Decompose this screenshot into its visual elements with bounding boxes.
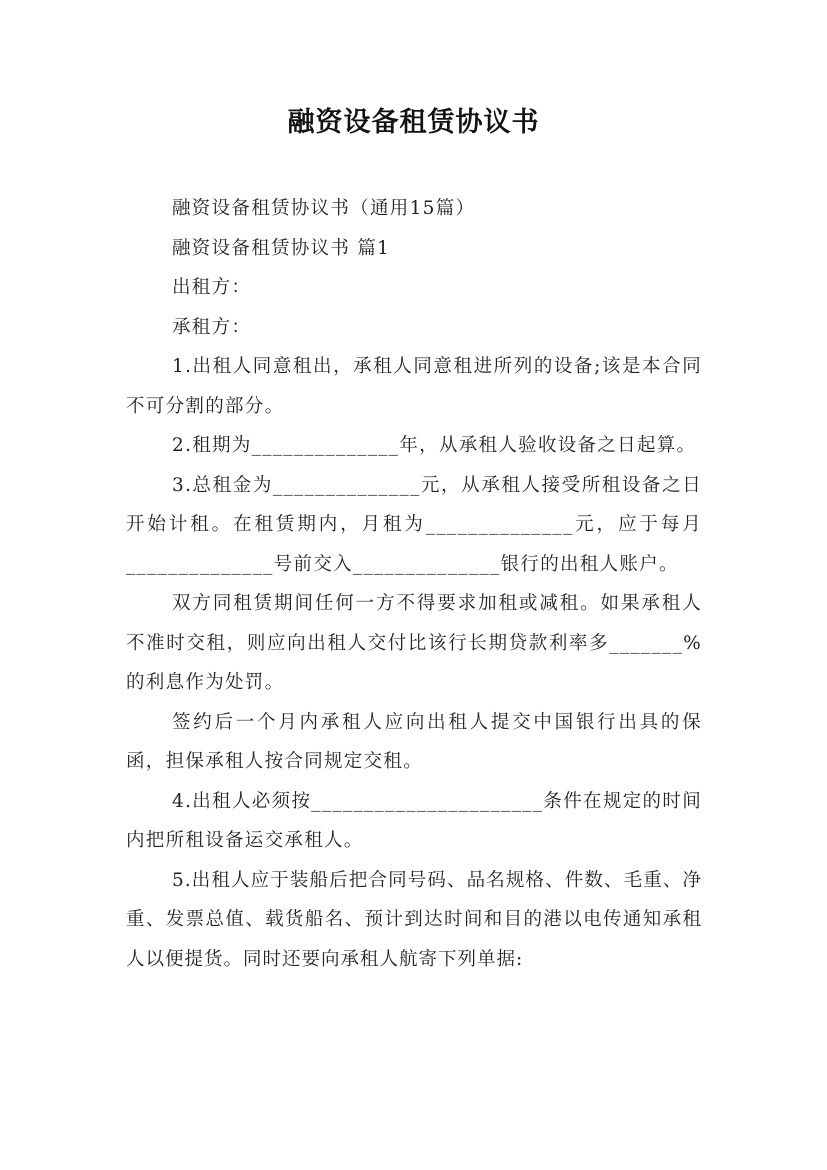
clause-4-paragraph: 4.出租人必须按______________________条件在规定的时间内把所租设备运交承租人。 [126, 790, 702, 851]
clause-3-paragraph: 3.总租金为______________元，从承租人接受所租设备之日开始计租。在租赁期内，月租为______________元，应于每月______________号前交入______________银行的出租人账户。 [126, 474, 702, 575]
section-heading: 融资设备租赁协议书 篇1 [172, 237, 391, 259]
clause-1-paragraph: 1.出租人同意租出，承租人同意租进所列的设备;该是本合同不可分割的部分。 [126, 356, 702, 417]
lessor-line: 出租方： [172, 277, 252, 298]
guarantee-paragraph: 签约后一个月内承租人应向出租人提交中国银行出具的保函，担保承租人按合同规定交租。 [126, 711, 702, 772]
document-title: 融资设备租赁协议书 [287, 107, 540, 138]
rent-adjustment-paragraph: 双方同租赁期间任何一方不得要求加租或减租。如果承租人不准时交租，则应向出租人交付比该行长期贷款利率多_______%的利息作为处罚。 [126, 593, 702, 693]
subtitle-paragraph: 融资设备租赁协议书（通用15篇） [172, 198, 476, 219]
clause-2-paragraph: 2.租期为______________年，从承租人验收设备之日起算。 [172, 435, 697, 456]
clause-5-paragraph: 5.出租人应于装船后把合同号码、品名规格、件数、毛重、净重、发票总值、载货船名、预计到达时间和目的港以电传通知承租人以便提货。同时还要向承租人航寄下列单据: [126, 869, 702, 970]
document-body [126, 189, 702, 979]
lessee-line: 承租方： [172, 316, 252, 338]
